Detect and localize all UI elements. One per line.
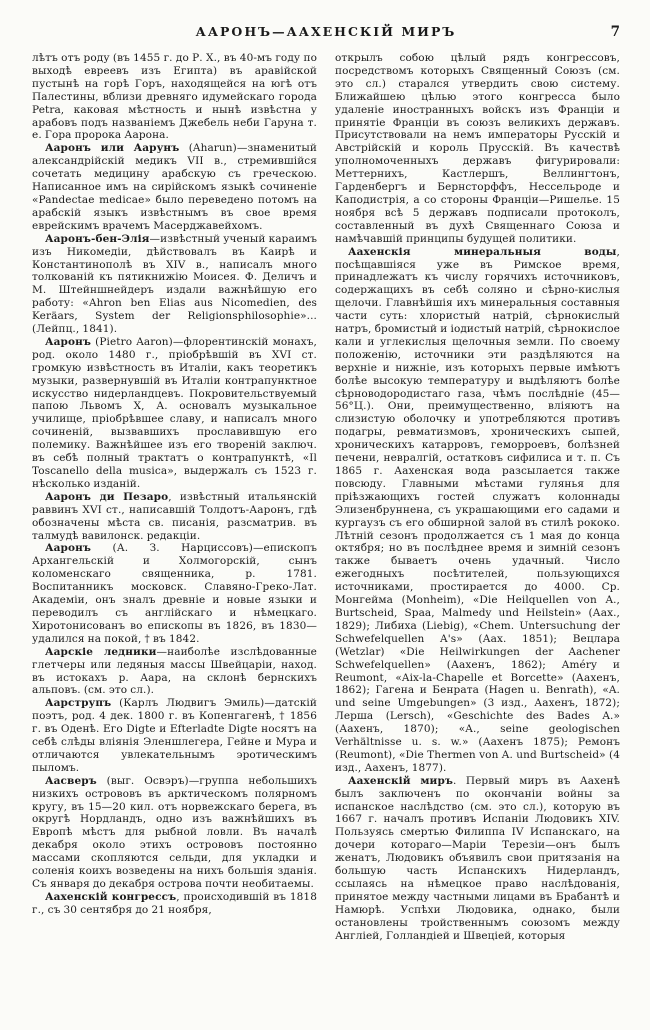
running-head	[32, 24, 620, 40]
entry-paragraph	[32, 891, 317, 917]
entry-text: , посѣщавшіяся уже въ Римское время, принадлежатъ къ числу горячихъ источниковъ, содержащихъ въ себѣ соляно и сѣрно-кислыя щелочи. Главнѣйшія ихъ минеральныя составныя части суть: хлористый натрій, сѣрнокислый натръ, бромистый и іодистый натрій, сѣрнокислое кали и углекислыя щелочныя земли. По своему положенію, источники эти раздѣляются на верхніе и нижніе, изъ которыхъ первые имѣютъ болѣе высокую температуру и выдѣляютъ болѣе сѣрноводородистаго газа, чѣмъ послѣдніе (45—56°Ц.). Они, преимущественно, вліяютъ на слизистую оболочку и употребляются противъ подагры, ревматизмовъ, хроническихъ сыпей, хроническихъ катарровъ, геморроевъ, болѣзней печени, невралгій, остатковъ сифилиса и т. п. Съ 1865 г. Аахенская вода разсылается также повсюду. Главными мѣстами гулянья для пріѣзжающихъ гостей служатъ колоннады Элизенбруннена, съ украшающими его садами и кургаузъ съ его обширной залой въ стилѣ рококо. Лѣтній сезонъ продолжается съ 1 мая до конца октября; но въ послѣднее время и зимній сезонъ также бываетъ очень удачный. Число ежегодныхъ посѣтителей, пользующихся источниками, простирается до 4000. Ср. Монгейма (Monheim), «Die Heilquellen von A., Burtscheid, Spaa, Malmedy und Heilstein» (Аах., 1829); Либиха (Liebig), «Chem. Untersuchung der Schwefelquellen A's» (Аах. 1851); Вецлара (Wetzlar) «Die Heilwirkungen der Aachener Schwefelquellen» (Аахенъ, 1862); Améry и Reumont, «Aix-la-Chapelle et Borcette» (Аахенъ, 1862); Гагена и Бенрата (Hagen u. Benrath), «A. und seine Umgebungen» (3 изд., Аахенъ, 1872); Лерша (Lersch), «Geschichte des Bades A.» (Аахенъ, 1870); «A., seine geologischen Verhältnisse u. s. w.» (Аахенъ 1875); Ремонъ (Reumont), «Die Thermen von A. und Burtscheid» (4 изд., Аахенъ, 1877).	[335, 245, 620, 774]
entry-paragraph	[32, 775, 317, 891]
page-number: 7	[610, 24, 620, 40]
entry-headword: Ааронъ или Аарунъ	[45, 142, 180, 155]
entry-headword: Ааронъ	[45, 542, 92, 555]
entry-paragraph	[32, 233, 317, 336]
entry-text: —наиболѣе изслѣдованные глетчеры или ледяныя массы Швейцаріи, наход. въ истокахъ р. Аара, на склонѣ бернскихъ альповъ. (см. это сл.).	[32, 645, 317, 697]
entry-text: открылъ собою цѣлый рядъ конгрессовъ, посредствомъ которыхъ Священный Союзъ (см. это сл.) старался утвердить свою систему. Ближайшею цѣлью этого конгресса было удаленіе иностранныхъ войскъ изъ Франціи и принятіе Франціи въ союзъ великихъ державъ. Присутствовали на немъ императоры Русскій и Австрійскій и король Прусскій. Въ качествѣ уполномоченныхъ державъ фигурировали: Меттернихъ, Кастлершъ, Веллингтонъ, Гарденбергъ и Бернсторффъ, Нессельроде и Каподистрія, а со стороны Франціи—Ришелье. 15 ноября всѣ 5 державъ подписали протоколъ, составленный въ духѣ Священнаго Союза и намѣчавшій принципы будущей политики.	[335, 52, 620, 245]
entry-paragraph	[32, 491, 317, 543]
entry-headword: Аарскіе ледники	[45, 645, 157, 658]
entry-text: , происходившій въ 1818 г., съ 30 сентября до 21 ноября,	[32, 890, 317, 916]
entry-text: (выг. Освэръ)—группа небольшихъ низкихъ острововъ въ арктическомъ полярномъ кругу, въ 15—20 кил. отъ норвежскаго берега, въ округѣ Нордландъ, одно изъ важнѣйшихъ въ Европѣ мѣстъ для рыбной ловли. Въ началѣ декабря около этихъ острововъ постоянно массами скопляются сельди, для укладки и соленія коихъ возведены на нихъ большія зданія. Съ января до декабря острова почти необитаемы.	[32, 774, 317, 890]
entry-paragraph	[32, 336, 317, 491]
entry-paragraph	[32, 542, 317, 645]
entry-paragraph	[32, 697, 317, 774]
entry-text: (Pietro Aaron)—флорентинскій монахъ, род. около 1480 г., пріобрѣвшій въ XVI ст. громкую извѣстность въ Италіи, какъ теоретикъ музыки, развернувшій въ Италіи контрапунктное искусство нидерландцевъ. Покровительствуемый папою Львомъ X, А. основалъ музыкальное училище, пріобрѣвшее славу, и написалъ много сочиненій, вызвавшихъ прославившую его полемику. Важнѣйшее изъ его твореній заключ. въ себѣ полный трактатъ о контрапунктѣ, «Il Toscanello della musica», выдержалъ съ 1523 г. нѣсколько изданій.	[32, 335, 317, 490]
entry-continuation	[335, 52, 620, 246]
entry-headword: Аарструпъ	[45, 697, 112, 710]
text-columns	[32, 52, 620, 943]
running-head-title: ААРОНЪ—ААХЕНСКІЙ МИРЪ	[195, 24, 457, 39]
entry-headword: Аахенскія минеральныя воды	[348, 245, 617, 258]
entry-headword: Ааронъ-бен-Элія	[45, 232, 150, 245]
entry-paragraph	[335, 775, 620, 943]
entry-text: (Aharun)—знаменитый александрійскій медикъ VII в., стремившійся сочетать медицину арабскую съ греческою. Написанное имъ на сирійскомъ языкѣ сочиненіе «Pandectae medicae» было переведено потомъ на арабскій языкъ извѣстнымъ въ свое время еврейскимъ врачемъ Масерджавейхомъ.	[32, 142, 317, 232]
entry-headword: Аахенскій миръ	[348, 774, 454, 787]
entry-text: (А. З. Нарциссовъ)—епископъ Архангельскій и Холмогорскій, сынъ коломенскаго священника, р. 1781. Воспитанникъ московск. Славяно-Греко-Лат. Академіи, онъ зналъ древніе и новые языки и переводилъ съ англійскаго и нѣмецкаго. Хиротонисованъ во епископы въ 1826, въ 1830—удалился на покой, † въ 1842.	[32, 542, 317, 645]
entry-text: , извѣстный итальянскій раввинъ XVI ст., написавшій Толдотъ-Ааронъ, гдѣ обозначены мѣста св. писанія, разсматрив. въ талмудѣ вавилонск. редакціи.	[32, 490, 317, 542]
entry-paragraph	[32, 646, 317, 698]
entry-headword: Аахенскій конгрессъ	[45, 890, 177, 903]
entry-text: . Первый миръ въ Аахенѣ былъ заключенъ по окончаніи войны за испанское наслѣдство (см. это сл.), которую въ 1667 г. началъ противъ Испаніи Людовикъ XIV. Пользуясь смертью Филиппа IV Испанскаго, на дочери котораго—Маріи Терезіи—онъ былъ женатъ, Людовикъ объявилъ свои притязанія на большую часть Испанскихъ Нидерландъ, ссылаясь на нѣмецкое право наслѣдованія, принятое между частными лицами въ Брабантѣ и Намюрѣ. Успѣхи Людовика, однако, были остановлены тройственнымъ союзомъ между Англіей, Голландіей и Швеціей, которыя	[335, 774, 621, 942]
entry-headword: Ааронъ	[45, 335, 92, 348]
entry-text: (Карлъ Людвигъ Эмиль)—датскій поэтъ, род. 4 дек. 1800 г. въ Копенгагенѣ, † 1856 г. въ Оденѣ. Его Digte и Efterladte Digte носятъ на себѣ слѣды вліянія Эленшлегера, Гейне и Мура и отличаются увлекательнымъ эротическимъ пыломъ.	[32, 697, 317, 774]
entry-paragraph	[335, 246, 620, 775]
entry-headword: Ааронъ ди Пезаро	[45, 490, 169, 503]
entry-paragraph	[32, 142, 317, 232]
right-column	[335, 52, 620, 943]
entry-continuation	[32, 52, 317, 142]
entry-headword: Аасверъ	[45, 774, 97, 787]
entry-text: —извѣстный ученый караимъ изъ Никомедіи, дѣйствовалъ въ Каирѣ и Константинополѣ въ XIV в., написалъ много толкованій къ пятикнижію Моисея. Ф. Деличъ и М. Штейншнейдеръ издали важнѣйшую его работу: «Ahron ben Elias aus Nicomedien, des Keräars, System der Religionsphilosophie»... (Лейпц., 1841).	[32, 232, 317, 336]
entry-text: лѣтъ отъ роду (въ 1455 г. до Р. Х., въ 40-мъ году по выходѣ евреевъ изъ Египта) въ аравійской пустынѣ на горѣ Горъ, находящейся на югѣ отъ Палестины, вблизи древняго идумейскаго города Petra, каковая мѣстность и нынѣ извѣстна у арабовъ подъ названіемъ Джебель неби Гаруна т. е. Гора пророка Аарона.	[32, 52, 317, 142]
left-column	[32, 52, 317, 943]
